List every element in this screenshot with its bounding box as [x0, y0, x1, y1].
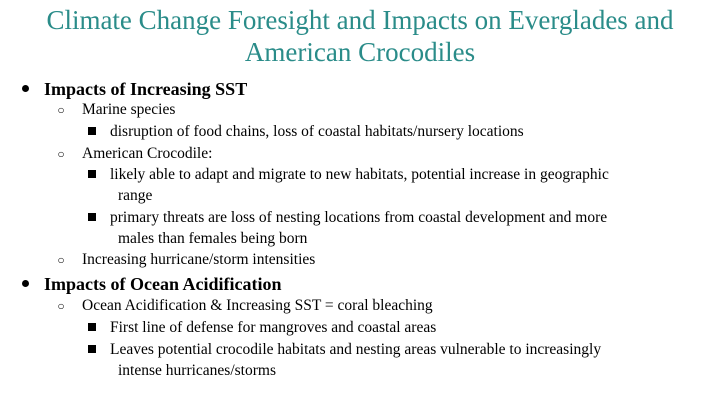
square-bullet-icon: [88, 345, 96, 353]
square-bullet-icon: [88, 213, 96, 221]
list-item-american-crocodile: [57, 143, 212, 165]
list-item-coral-bleaching: [57, 295, 433, 317]
square-bullet-icon: [88, 127, 96, 135]
sub-item-continuation: males than females being born: [118, 230, 308, 247]
sub-item-continuation: range: [118, 187, 153, 204]
sub-item-text: primary threats are loss of nesting locations from coastal development and more: [110, 209, 608, 226]
hollow-circle-bullet-icon: ○: [57, 253, 65, 267]
hollow-circle-bullet-icon: ○: [57, 103, 65, 117]
sub-item-text: First line of defense for mangroves and coastal areas: [110, 319, 437, 336]
sub-item-vulnerable-habitats: [88, 339, 601, 360]
bullet-dot-icon: [22, 85, 29, 92]
list-item-marine-species: [57, 99, 175, 121]
list-item-text: American Crocodile:: [82, 145, 213, 162]
sub-item-first-line-defense: [88, 317, 436, 338]
list-item-text: Ocean Acidification & Increasing SST = coral bleaching: [82, 297, 433, 314]
sub-item-text: disruption of food chains, loss of coastal habitats/nursery locations: [110, 123, 524, 140]
sub-item-text: likely able to adapt and migrate to new habitats, potential increase in geographic: [110, 166, 609, 183]
square-bullet-icon: [88, 170, 96, 178]
sub-item-primary-threats: [88, 207, 607, 228]
section-heading-text: Impacts of Increasing SST: [44, 79, 248, 99]
square-bullet-icon: [88, 323, 96, 331]
bullet-dot-icon: [22, 280, 29, 287]
section-heading-sst: [22, 78, 247, 100]
sub-item-continuation: intense hurricanes/storms: [118, 362, 276, 379]
section-heading-acidification: [22, 273, 281, 295]
hollow-circle-bullet-icon: ○: [57, 299, 65, 313]
list-item-text: Increasing hurricane/storm intensities: [82, 251, 316, 268]
sub-item-adapt-migrate: [88, 164, 609, 185]
hollow-circle-bullet-icon: ○: [57, 147, 65, 161]
list-item-text: Marine species: [82, 101, 176, 118]
slide-title: [0, 4, 720, 68]
list-item-hurricane-intensities: [57, 249, 315, 271]
section-heading-text: Impacts of Ocean Acidification: [44, 274, 282, 294]
sub-item-text: Leaves potential crocodile habitats and nesting areas vulnerable to increasingly: [110, 341, 602, 358]
sub-item-food-chains: [88, 121, 524, 142]
slide-title-text: Climate Change Foresight and Impacts on Everglades and American Crocodiles: [46, 5, 674, 67]
